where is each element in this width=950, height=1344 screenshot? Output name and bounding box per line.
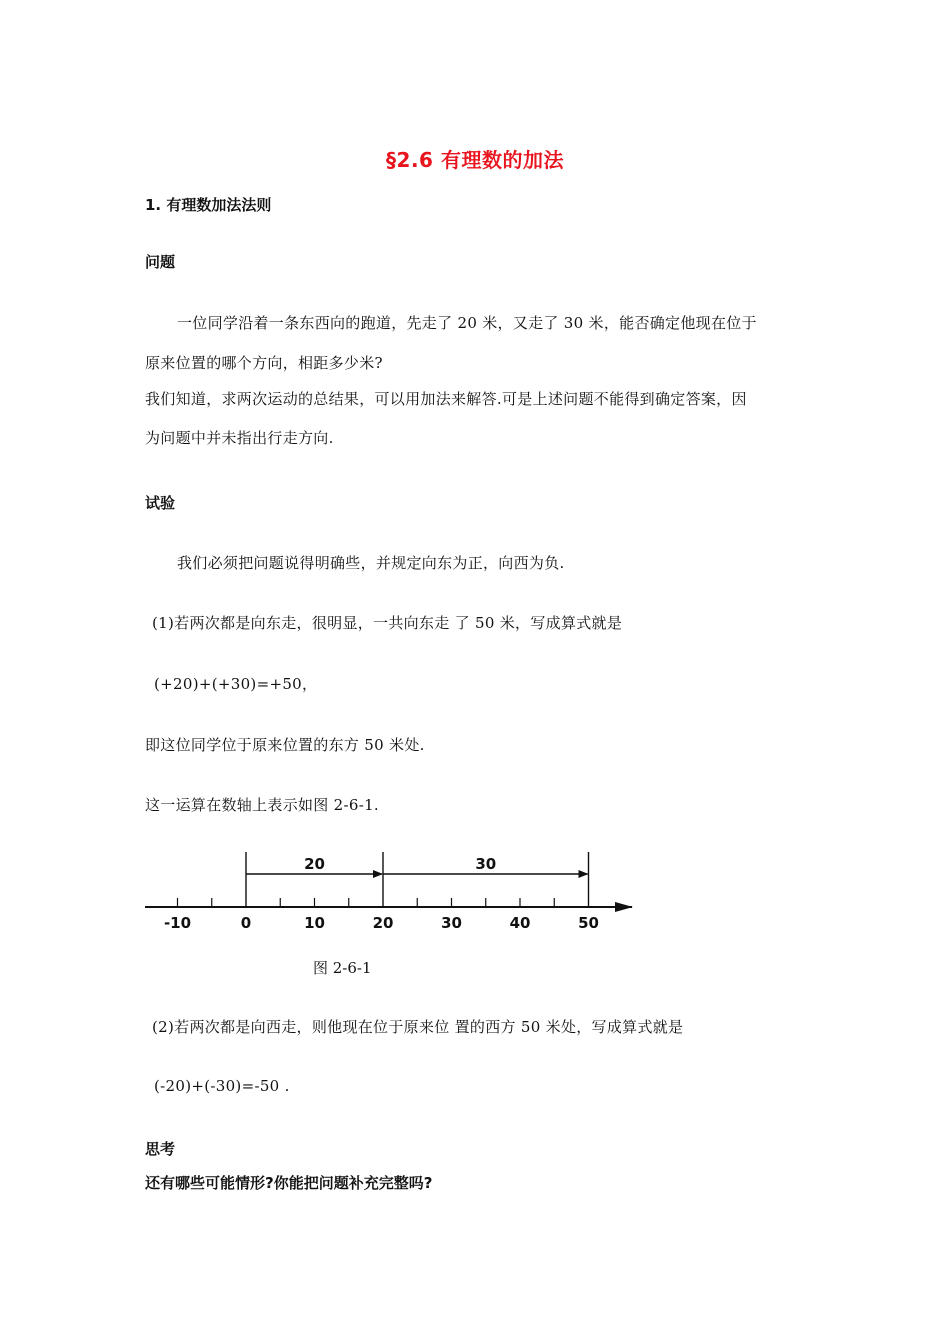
movement-label: 20 bbox=[304, 855, 325, 873]
problem-heading: 问题 bbox=[145, 253, 176, 271]
experiment-intro: 我们必须把问题说得明确些，并规定向东为正，向西为负. bbox=[177, 554, 565, 572]
number-line-figure bbox=[140, 845, 640, 940]
problem-text-line: 我们知道，求两次运动的总结果，可以用加法来解答.可是上述问题不能得到确定答案，因 bbox=[145, 390, 747, 408]
figure-caption: 图 2-6-1 bbox=[313, 959, 372, 977]
problem-text-line: 一位同学沿着一条东西向的跑道，先走了 20 米，又走了 30 米，能否确定他现在位于 bbox=[177, 314, 757, 332]
section-heading: 1. 有理数加法法则 bbox=[145, 196, 272, 214]
problem-text-line: 为问题中并未指出行走方向. bbox=[145, 429, 334, 447]
tick-label: 40 bbox=[509, 914, 531, 932]
equation-2: (-20)+(-30)=-50 . bbox=[154, 1077, 290, 1095]
movement-label: 30 bbox=[475, 855, 497, 873]
equation-1: (+20)+(+30)=+50， bbox=[154, 675, 318, 693]
tick-label: 20 bbox=[372, 914, 394, 932]
case-1-text: (1)若两次都是向东走，很明显，一共向东走 了 50 米，写成算式就是 bbox=[152, 614, 623, 632]
case-2-text: (2)若两次都是向西走，则他现在位于原来位 置的西方 50 米处，写成算式就是 bbox=[152, 1018, 684, 1036]
number-line-ticks bbox=[164, 898, 599, 932]
tick-label: 50 bbox=[578, 914, 599, 932]
think-heading: 思考 bbox=[145, 1140, 176, 1158]
tick-label: 30 bbox=[441, 914, 462, 932]
tick-label: 0 bbox=[240, 914, 252, 932]
axis-intro-text: 这一运算在数轴上表示如图 2-6-1. bbox=[145, 796, 380, 814]
tick-label: -10 bbox=[163, 914, 192, 932]
think-question: 还有哪些可能情形?你能把问题补充完整吗? bbox=[145, 1174, 433, 1192]
experiment-heading: 试验 bbox=[145, 494, 176, 512]
problem-text-line: 原来位置的哪个方向，相距多少米? bbox=[145, 354, 383, 372]
result-1-text: 即这位同学位于原来位置的东方 50 米处. bbox=[145, 736, 425, 754]
tick-label: 10 bbox=[304, 914, 325, 932]
page-title: §2.6 有理数的加法 bbox=[386, 148, 564, 172]
